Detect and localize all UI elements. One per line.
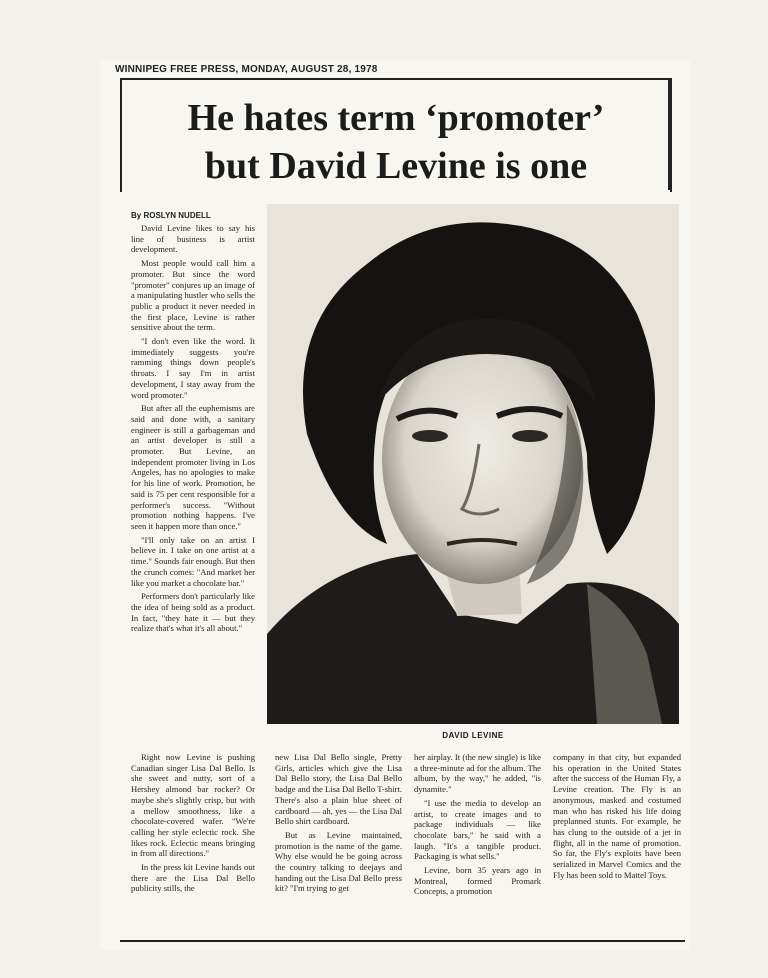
paragraph: In the press kit Levine hands out there are the Lisa Dal Bello publicity stills, the — [131, 862, 255, 894]
article-column-1b — [131, 752, 255, 937]
portrait-image — [267, 204, 679, 724]
masthead: WINNIPEG FREE PRESS, MONDAY, AUGUST 28, 1978 — [115, 64, 378, 75]
article-column-3 — [414, 752, 541, 937]
paragraph: "I don't even like the word. It immediately suggests you're ramming things down people's throats. I say I'm in artist development, I stay away from the word promoter." — [131, 336, 255, 400]
paragraph: But after all the euphemisms are said and done with, a sanitary engineer is still a garbageman and an artist developer is still a promoter. But Levine, an independent promoter living in Los Angeles, has no apologies to make for his line of work. Promotion, he said is 75 per cent responsible for a performer's success. "Without promotion nothing happens. I've seen it happen more than once." — [131, 403, 255, 531]
headline-line-1: He hates term ‘promoter’ — [187, 97, 605, 139]
paragraph: Most people would call him a promoter. But since the word "promoter" conjures up an image of a manipulating hustler who sells the public a product it never needed in the first place, Levine is rather sensitive about the term. — [131, 258, 255, 333]
paragraph: company in that city, but expanded his operation in the United States after the success of the Human Fly, a Levine creation. The Fly is an anonymous, masked and costumed man who has risked his life doing preplanned stunts. For example, he has clung to the outside of a jet in flight, all in the name of promotion. So far, the Fly's exploits have been serialized in Marvel Comics and the Fly has been sold to Mattel Toys. — [553, 752, 681, 880]
bottom-rule — [120, 940, 685, 942]
article-column-4 — [553, 752, 681, 937]
photo-caption: DAVID LEVINE — [442, 731, 504, 740]
paragraph: But as Levine maintained, promotion is the name of the game. Why else would he be going across the country talking to deejays and handing out the Lisa Dal Bello press kit? "I'm trying to get — [275, 829, 402, 894]
paragraph: "I'll only take on an artist I believe in. I take on one artist at a time." Sounds fair enough. But then the crunch comes: "And market her like you market a chocolate bar." — [131, 534, 255, 588]
right-rule — [668, 78, 670, 190]
paragraph: David Levine likes to say his line of business is artist development. — [131, 223, 255, 255]
paragraph: Performers don't particularly like the idea of being sold as a product. In fact, "they hate it — but they realize that's what it's all about." — [131, 591, 255, 634]
paragraph: her airplay. It (the new single) is like a three-minute ad for the album. The album, by the way," he added, "is dynamite." — [414, 752, 541, 795]
article-column-1 — [131, 223, 255, 740]
article-column-2 — [275, 752, 402, 937]
headline-box — [120, 78, 672, 192]
portrait-photo — [267, 204, 679, 724]
paragraph: "I use the media to develop an artist, to create images and to package individuals — like chocolate bars," he said with a laugh. "It's a tangible product. Packaging is what sells." — [414, 797, 541, 862]
paragraph: Levine, born 35 years ago in Montreal, formed Promark Concepts, a promotion — [414, 865, 541, 897]
headline — [122, 94, 670, 190]
headline-line-2: but David Levine is one — [204, 145, 588, 187]
paragraph: new Lisa Dal Bello single, Pretty Girls, articles which give the Lisa Dal Bello story, the Lisa Dal Bello badge and the Lisa Dal Bello T-shirt. There's also a plain blue sheet of cardboard — ah, yes — the Lisa Dal Bello shirt cardboard. — [275, 752, 402, 827]
paragraph: Right now Levine is pushing Canadian singer Lisa Dal Bello. Is she sweet and nutty, sort of a Hershey almond bar rocker? Or maybe she's slightly crisp, but with a mellow smoothness, like a chocolate-covered wafer. "We're calling her style eclectic rock. She likes rock. Eclectic means bringing in from all directions." — [131, 752, 255, 859]
byline: By ROSLYN NUDELL — [131, 211, 211, 220]
